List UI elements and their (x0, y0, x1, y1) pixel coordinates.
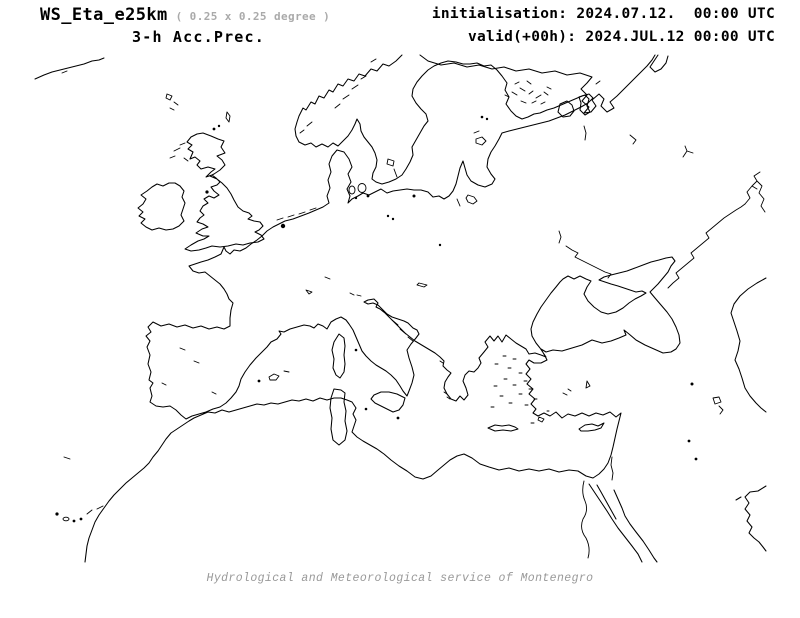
model-name: WS_Eta_e25km (40, 5, 168, 25)
iberia-river-marks (162, 348, 216, 394)
model-resolution: ( 0.25 x 0.25 degree ) (175, 10, 331, 23)
anatolia-lakes (563, 381, 723, 460)
volga-don-reservoirs (668, 146, 765, 288)
iceland-coast (35, 58, 104, 79)
isle-of-man (205, 190, 208, 193)
balearic-islands (258, 371, 289, 382)
persian-gulf-coast (736, 486, 766, 551)
alpine-lakes (306, 215, 441, 296)
danish-islands (349, 184, 369, 200)
norway-fjord-islands (300, 59, 376, 133)
ireland-coast (138, 183, 185, 230)
cyprus-coast (579, 423, 604, 431)
sicily-malta (365, 392, 405, 419)
white-sea-coast (420, 55, 668, 144)
canary-islands (55, 457, 103, 522)
swedish-lakes (387, 159, 397, 177)
finnish-lakes (505, 81, 551, 104)
header-left (40, 5, 330, 25)
russian-lakes (558, 95, 590, 140)
baltic-islands (413, 116, 489, 206)
north-atlantic-islands (166, 94, 230, 161)
nile-red-sea (582, 457, 657, 562)
aegean-islands (488, 356, 549, 431)
product-name: 3-h Acc.Prec. (132, 28, 265, 46)
great-britain-coast (185, 133, 264, 251)
caspian-coast (731, 278, 766, 412)
service-credit: Hydrological and Meteorological service of Montenegro (206, 572, 594, 585)
valid-time: valid(+00h): 2024.JUL.12 00:00 UTC (467, 29, 775, 45)
initialisation-time: initialisation: 2024.07.12. 00:00 UTC (431, 6, 775, 22)
dnieper-reservoirs (559, 231, 611, 278)
